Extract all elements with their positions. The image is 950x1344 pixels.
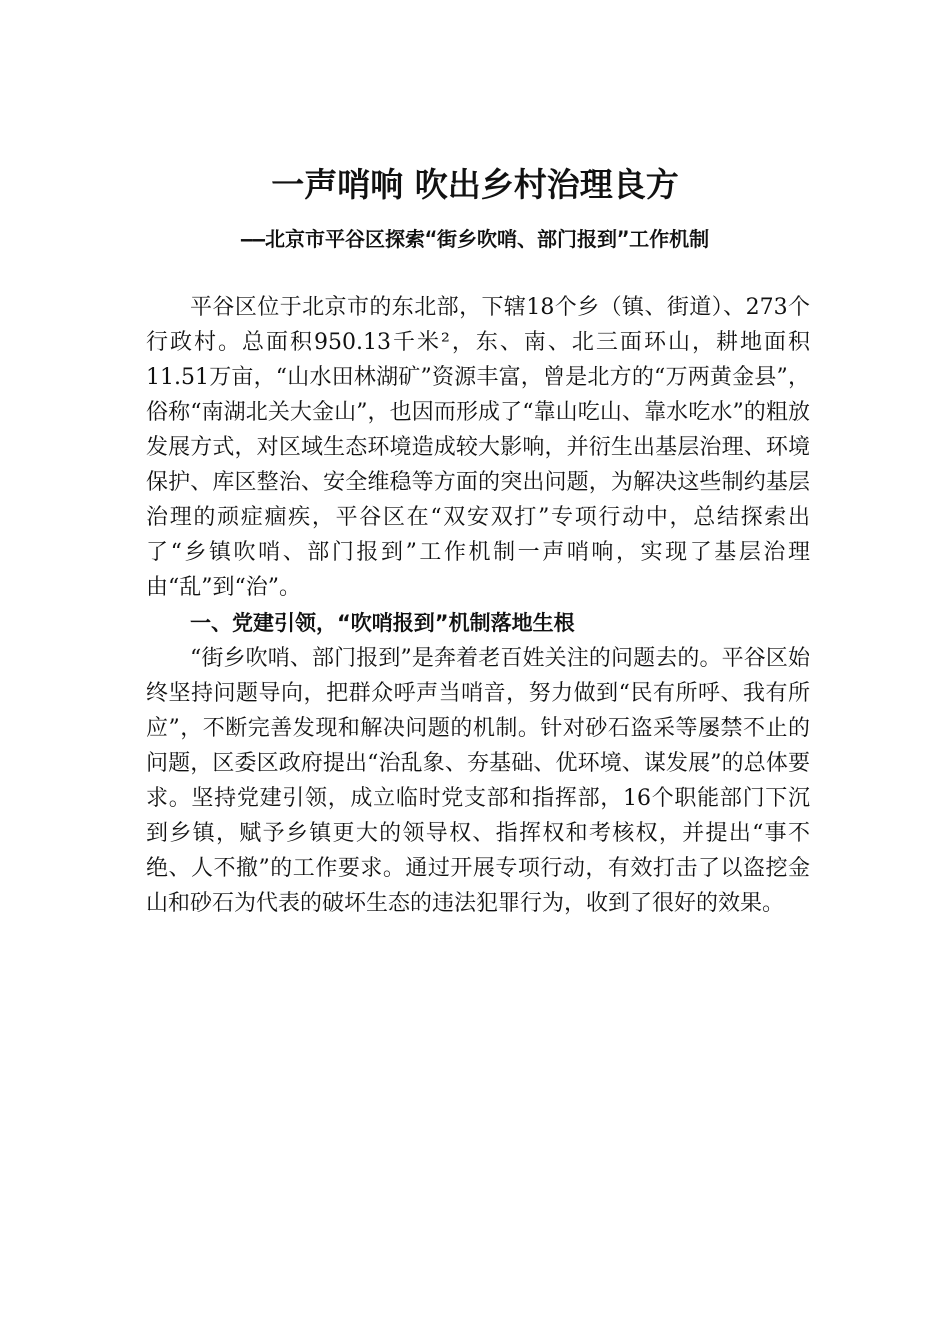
- section-heading: 一、党建引领，“吹哨报到”机制落地生根: [190, 611, 575, 635]
- document-title: 一声哨响 吹出乡村治理良方: [271, 165, 679, 204]
- paragraph-intro: 平谷区位于北京市的东北部，下辖18个乡（镇、街道）、273个行政村。总面积950.13千米²，东、南、北三面环山，耕地面积11.51万亩，“山水田林湖矿”资源丰富，曾是北方的“万两黄金县”，俗称“南湖北关大金山”，也因而形成了“靠山吃山、靠水吃水”的粗放发展方式，对区域生态环境造成较大影响，并衍生出基层治理、环境保护、库区整治、安全维稳等方面的突出问题，为解决这些制约基层治理的顽症痼疾，平谷区在“双安双打”专项行动中，总结探索出了“乡镇吹哨、部门报到”工作机制一声哨响，实现了基层治理由“乱”到“治”。: [146, 295, 810, 600]
- document-subtitle: ——北京市平谷区探索“街乡吹哨、部门报到”工作机制: [240, 227, 710, 251]
- document-body: [146, 290, 810, 921]
- paragraph-section-1: “街乡吹哨、部门报到”是奔着老百姓关注的问题去的。平谷区始终坚持问题导向，把群众呼声当哨音，努力做到“民有所呼、我有所应”，不断完善发现和解决问题的机制。针对砂石盗采等屡禁不止的问题，区委区政府提出“治乱象、夯基础、优环境、谋发展”的总体要求。坚持党建引领，成立临时党支部和指挥部，16个职能部门下沉到乡镇，赋予乡镇更大的领导权、指挥权和考核权，并提出“事不绝、人不撤”的工作要求。通过开展专项行动，有效打击了以盗挖金山和砂石为代表的破坏生态的违法犯罪行为，收到了很好的效果。: [146, 646, 810, 916]
